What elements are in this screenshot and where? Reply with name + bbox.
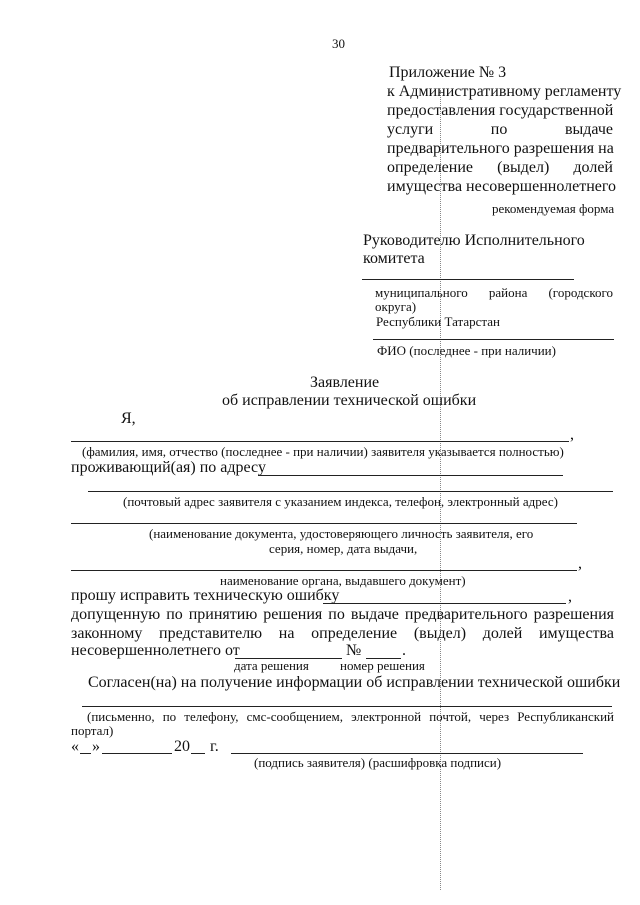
- comma: ,: [578, 555, 582, 572]
- number-sign: №: [346, 642, 362, 659]
- page-number: 30: [332, 36, 345, 51]
- document-hint-line-2: серия, номер, дата выдачи,: [269, 541, 418, 556]
- applicant-pronoun: Я,: [121, 410, 136, 427]
- day-input[interactable]: [80, 753, 91, 754]
- channel-hint-line: портал): [71, 723, 114, 738]
- address-input-line[interactable]: [258, 475, 563, 476]
- channel-hint: [87, 709, 614, 725]
- fio-input-line[interactable]: [71, 441, 569, 442]
- addressee-hint-line: округа): [375, 299, 417, 314]
- appendix-line: имущества несовершеннолетнего: [387, 178, 617, 195]
- residing-label: проживающий(ая) по адресу: [71, 459, 266, 476]
- comma: ,: [570, 426, 574, 443]
- appendix-line: определение (выдел) долей: [387, 159, 613, 176]
- request-label: прошу исправить техническую ошибку: [71, 587, 340, 604]
- year-suffix: г.: [210, 738, 219, 755]
- signature-input[interactable]: [231, 753, 583, 754]
- appendix-line: к Административному регламенту: [387, 83, 622, 100]
- organ-hint: наименование органа, выдавшего документ): [220, 573, 466, 588]
- signature-hint: (подпись заявителя) (расшифровка подписи): [254, 755, 502, 770]
- address-hint: (почтовый адрес заявителя с указанием индекса, телефон, электронный адрес): [123, 494, 558, 509]
- date-close-quote: »: [92, 738, 100, 755]
- decision-date-hint: дата решения: [234, 658, 309, 673]
- appendix-line: предварительного разрешения на: [387, 140, 614, 157]
- addressee-line-2: комитета: [363, 250, 425, 267]
- decision-text: [71, 605, 614, 643]
- decision-number-hint: номер решения: [340, 658, 425, 673]
- appendix-title: Приложение № 3: [389, 64, 507, 81]
- date-open-quote: «: [71, 738, 79, 755]
- appendix-text: [387, 82, 622, 196]
- document-input-line[interactable]: [71, 523, 577, 524]
- addressee-line-1: Руководителю Исполнительного: [363, 232, 585, 249]
- appendix-line: услуги по выдаче: [387, 121, 613, 138]
- address-input-line-2[interactable]: [88, 491, 613, 492]
- document-title: Заявление: [310, 374, 380, 391]
- addressee-blank-line[interactable]: [362, 279, 574, 280]
- document-input-line-2[interactable]: [71, 570, 577, 571]
- year-input[interactable]: [191, 753, 205, 754]
- channel-hint-line: (письменно, по телефону, смс-сообщением, электронной почтой, через Республиканский: [87, 709, 614, 724]
- consent-text: Согласен(на) на получение информации об исправлении технической ошибки: [88, 674, 621, 691]
- appendix-line: предоставления государственной: [387, 102, 614, 119]
- fio-blank-line[interactable]: [373, 339, 614, 340]
- fio-hint: ФИО (последнее - при наличии): [377, 343, 556, 358]
- consent-channel-input[interactable]: [82, 706, 612, 707]
- addressee-hint-line: Республики Татарстан: [376, 314, 500, 329]
- decision-line: допущенную по принятию решения по выдаче предварительного разрешения: [71, 606, 614, 623]
- error-input-line[interactable]: [323, 603, 566, 604]
- fio-input-hint: (фамилия, имя, отчество (последнее - при наличии) заявителя указывается полностью): [82, 444, 564, 459]
- addressee-hint-line: муниципального района (городского: [375, 285, 613, 300]
- document-hint-line-1: (наименование документа, удостоверяющего личность заявителя, его: [149, 526, 534, 541]
- recommended-form-label: рекомендуемая форма: [492, 201, 615, 216]
- period: .: [402, 642, 406, 659]
- decision-line: законному представителю на определение (выдел) долей имущества: [71, 625, 614, 642]
- month-input[interactable]: [102, 753, 172, 754]
- comma: ,: [568, 588, 572, 605]
- year-prefix: 20: [174, 738, 190, 755]
- decision-line: несовершеннолетнего от: [71, 642, 240, 659]
- document-subtitle: об исправлении технической ошибки: [222, 392, 477, 409]
